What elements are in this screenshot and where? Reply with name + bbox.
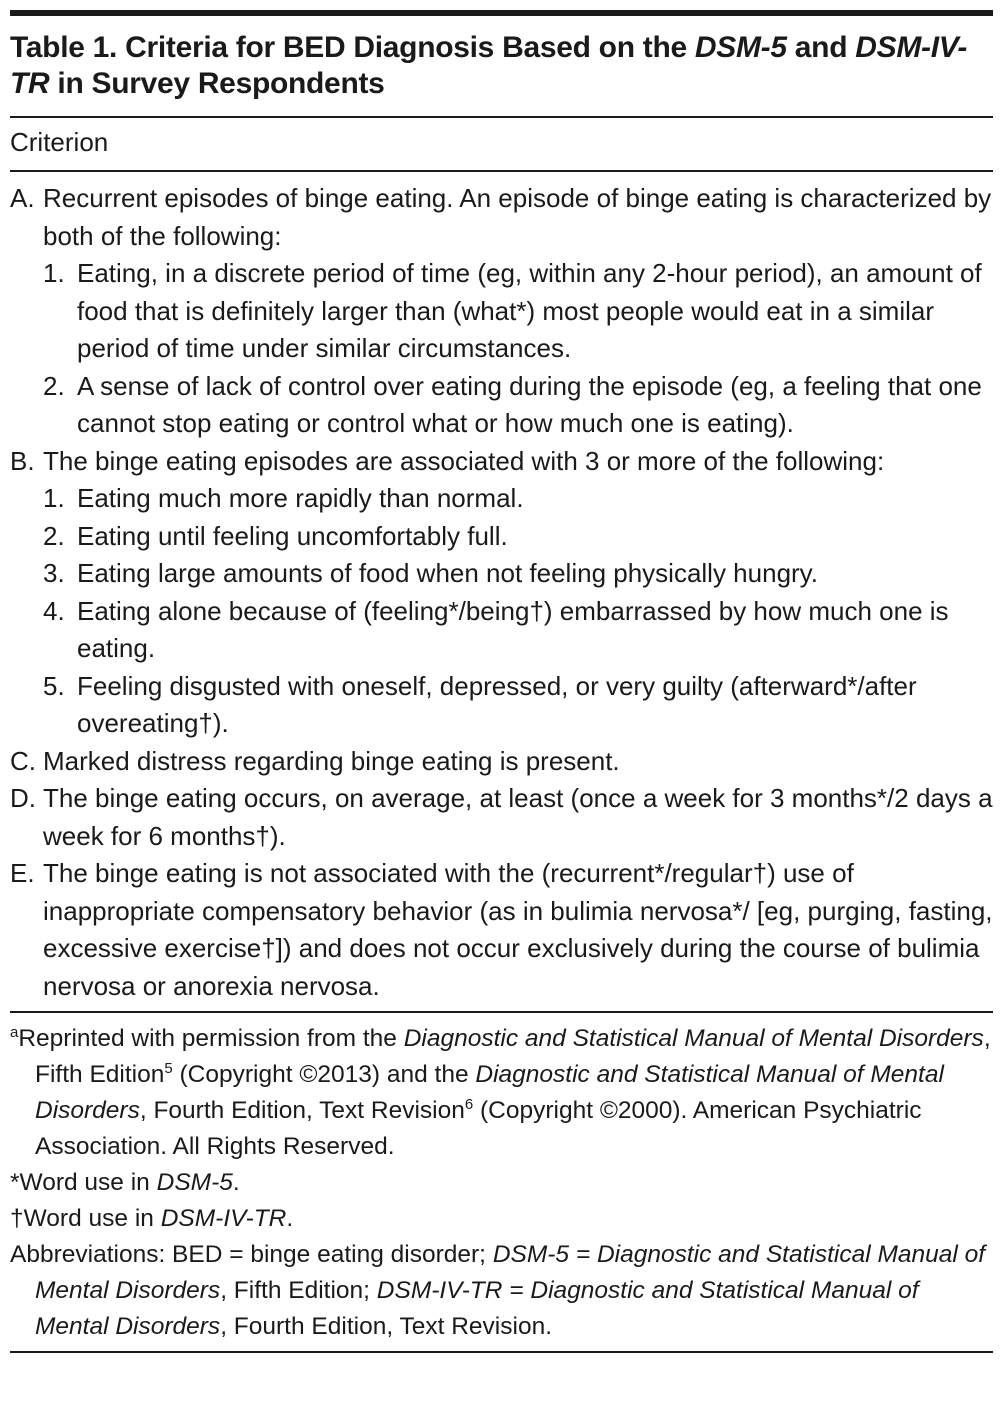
item-text: Eating much more rapidly than normal. xyxy=(77,483,524,513)
footnote-star-term: DSM-5 xyxy=(156,1169,233,1196)
criterion-label: A. xyxy=(10,183,35,213)
item-text: Eating until feeling uncomfortably full. xyxy=(77,520,508,551)
criterion-text: Marked distress regarding binge eating is present. xyxy=(43,745,620,776)
item-text: A sense of lack of control over eating during the episode (eg, a feeling that one cannot stop eating or control what or how much one is eating). xyxy=(77,370,982,438)
item-label: 1. xyxy=(43,483,65,513)
footnote-dagger-suffix: . xyxy=(286,1205,294,1232)
criterion-label: D. xyxy=(10,783,36,813)
footnotes xyxy=(10,1013,993,1351)
criterion-b-item-1 xyxy=(43,480,993,518)
criterion-a xyxy=(10,180,993,443)
criterion-text: The binge eating occurs, on average, at least (once a week for 3 months*/2 days a week for 6 months†). xyxy=(43,783,993,851)
column-header: Criterion xyxy=(10,127,109,157)
item-label: 4. xyxy=(43,595,65,626)
criterion-a-item-2 xyxy=(43,368,993,443)
item-text: Feeling disgusted with oneself, depressed, or very guilty (afterward*/after overeating†). xyxy=(77,670,917,738)
footnote-a-dsm-title-2: Diagnostic and Statistical Manual of Mental Disorders xyxy=(35,1061,944,1124)
item-label: 1. xyxy=(43,258,65,288)
item-text: Eating alone because of (feeling*/being†) embarrassed by how much one is eating. xyxy=(77,595,949,663)
title-suffix: in Survey Respondents xyxy=(49,67,385,100)
item-label: 2. xyxy=(43,370,65,401)
item-label: 3. xyxy=(43,558,65,588)
item-text: Eating large amounts of food when not feeling physically hungry. xyxy=(77,558,818,588)
criterion-label: B. xyxy=(10,445,35,476)
title-prefix: Table 1. Criteria for BED Diagnosis Based on the xyxy=(10,31,695,64)
criterion-text: The binge eating is not associated with the (recurrent*/regular†) use of inappropriate compensatory behavior (as in bulimia nervosa*/ [eg, purging, fasting, excessive exercise†]) and does not occur exclusively during the course of bulimia nervosa or anorexia nervosa. xyxy=(43,858,993,1001)
table-container xyxy=(10,10,993,1353)
criterion-c xyxy=(10,743,993,781)
footnote-a-text-5: (Copyright ©2000). American Psychiatric Association. All Rights Reserved. xyxy=(35,1097,922,1160)
criterion-label: C. xyxy=(10,745,36,776)
criterion-a-item-1 xyxy=(43,255,993,368)
criterion-text: The binge eating episodes are associated with 3 or more of the following: xyxy=(43,445,885,476)
footnote-dagger xyxy=(10,1201,993,1237)
criterion-d xyxy=(10,780,993,855)
footnote-dagger-prefix: †Word use in xyxy=(10,1205,161,1232)
footnote-star-prefix: *Word use in xyxy=(10,1169,157,1196)
item-label: 2. xyxy=(43,520,65,551)
criterion-b-item-3 xyxy=(43,555,993,593)
criterion-text: Recurrent episodes of binge eating. An episode of binge eating is characterized by both of the following: xyxy=(43,183,992,251)
abbreviations-text-1: Abbreviations: BED = binge eating disorder; xyxy=(10,1241,493,1268)
footnote-dagger-term: DSM-IV-TR xyxy=(160,1205,287,1232)
title-dsmiv: DSM-IV-TR xyxy=(10,31,968,100)
criterion-label: E. xyxy=(10,858,35,888)
title-dsm5: DSM-5 xyxy=(694,31,787,64)
footnote-a-dsm-title: Diagnostic and Statistical Manual of Mental Disorders xyxy=(403,1025,984,1052)
criterion-b-item-2 xyxy=(43,518,993,556)
criteria-list xyxy=(10,172,993,1011)
criterion-b-item-5 xyxy=(43,668,993,743)
footnote-star xyxy=(10,1165,993,1201)
title-and: and xyxy=(786,31,856,64)
abbreviations-text-2: , Fifth Edition; xyxy=(220,1277,377,1304)
footnote-a-text-3: (Copyright ©2013) and the xyxy=(172,1061,476,1088)
table-title xyxy=(10,30,993,102)
abbreviations-text-3: , Fourth Edition, Text Revision. xyxy=(220,1313,553,1340)
item-text: Eating, in a discrete period of time (eg, within any 2-hour period), an amount of food that is definitely larger than (what*) most people would eat in a similar period of time under similar circumstances. xyxy=(77,258,982,363)
reference-6: 6 xyxy=(464,1095,474,1113)
item-label: 5. xyxy=(43,670,65,701)
footnote-a-mark: a xyxy=(10,1023,19,1041)
criterion-b-item-4 xyxy=(43,593,993,668)
criterion-b xyxy=(10,443,993,743)
criterion-e xyxy=(10,855,993,1005)
footnote-a-text-4: , Fourth Edition, Text Revision xyxy=(139,1097,465,1124)
footnote-a xyxy=(10,1021,993,1165)
footnote-a-text-2: , Fifth Edition xyxy=(35,1025,991,1088)
abbreviations xyxy=(10,1237,993,1345)
footnote-star-suffix: . xyxy=(232,1169,240,1196)
abbreviations-dsmiv: DSM-IV-TR = Diagnostic and Statistical Manual of Mental Disorders xyxy=(35,1277,919,1340)
bottom-rule xyxy=(10,1351,993,1353)
abbreviations-dsm5: DSM-5 = Diagnostic and Statistical Manual of Mental Disorders xyxy=(35,1241,986,1304)
footnote-a-text-1: Reprinted with permission from the xyxy=(18,1025,404,1052)
top-rule xyxy=(10,10,993,16)
reference-5: 5 xyxy=(164,1059,173,1077)
